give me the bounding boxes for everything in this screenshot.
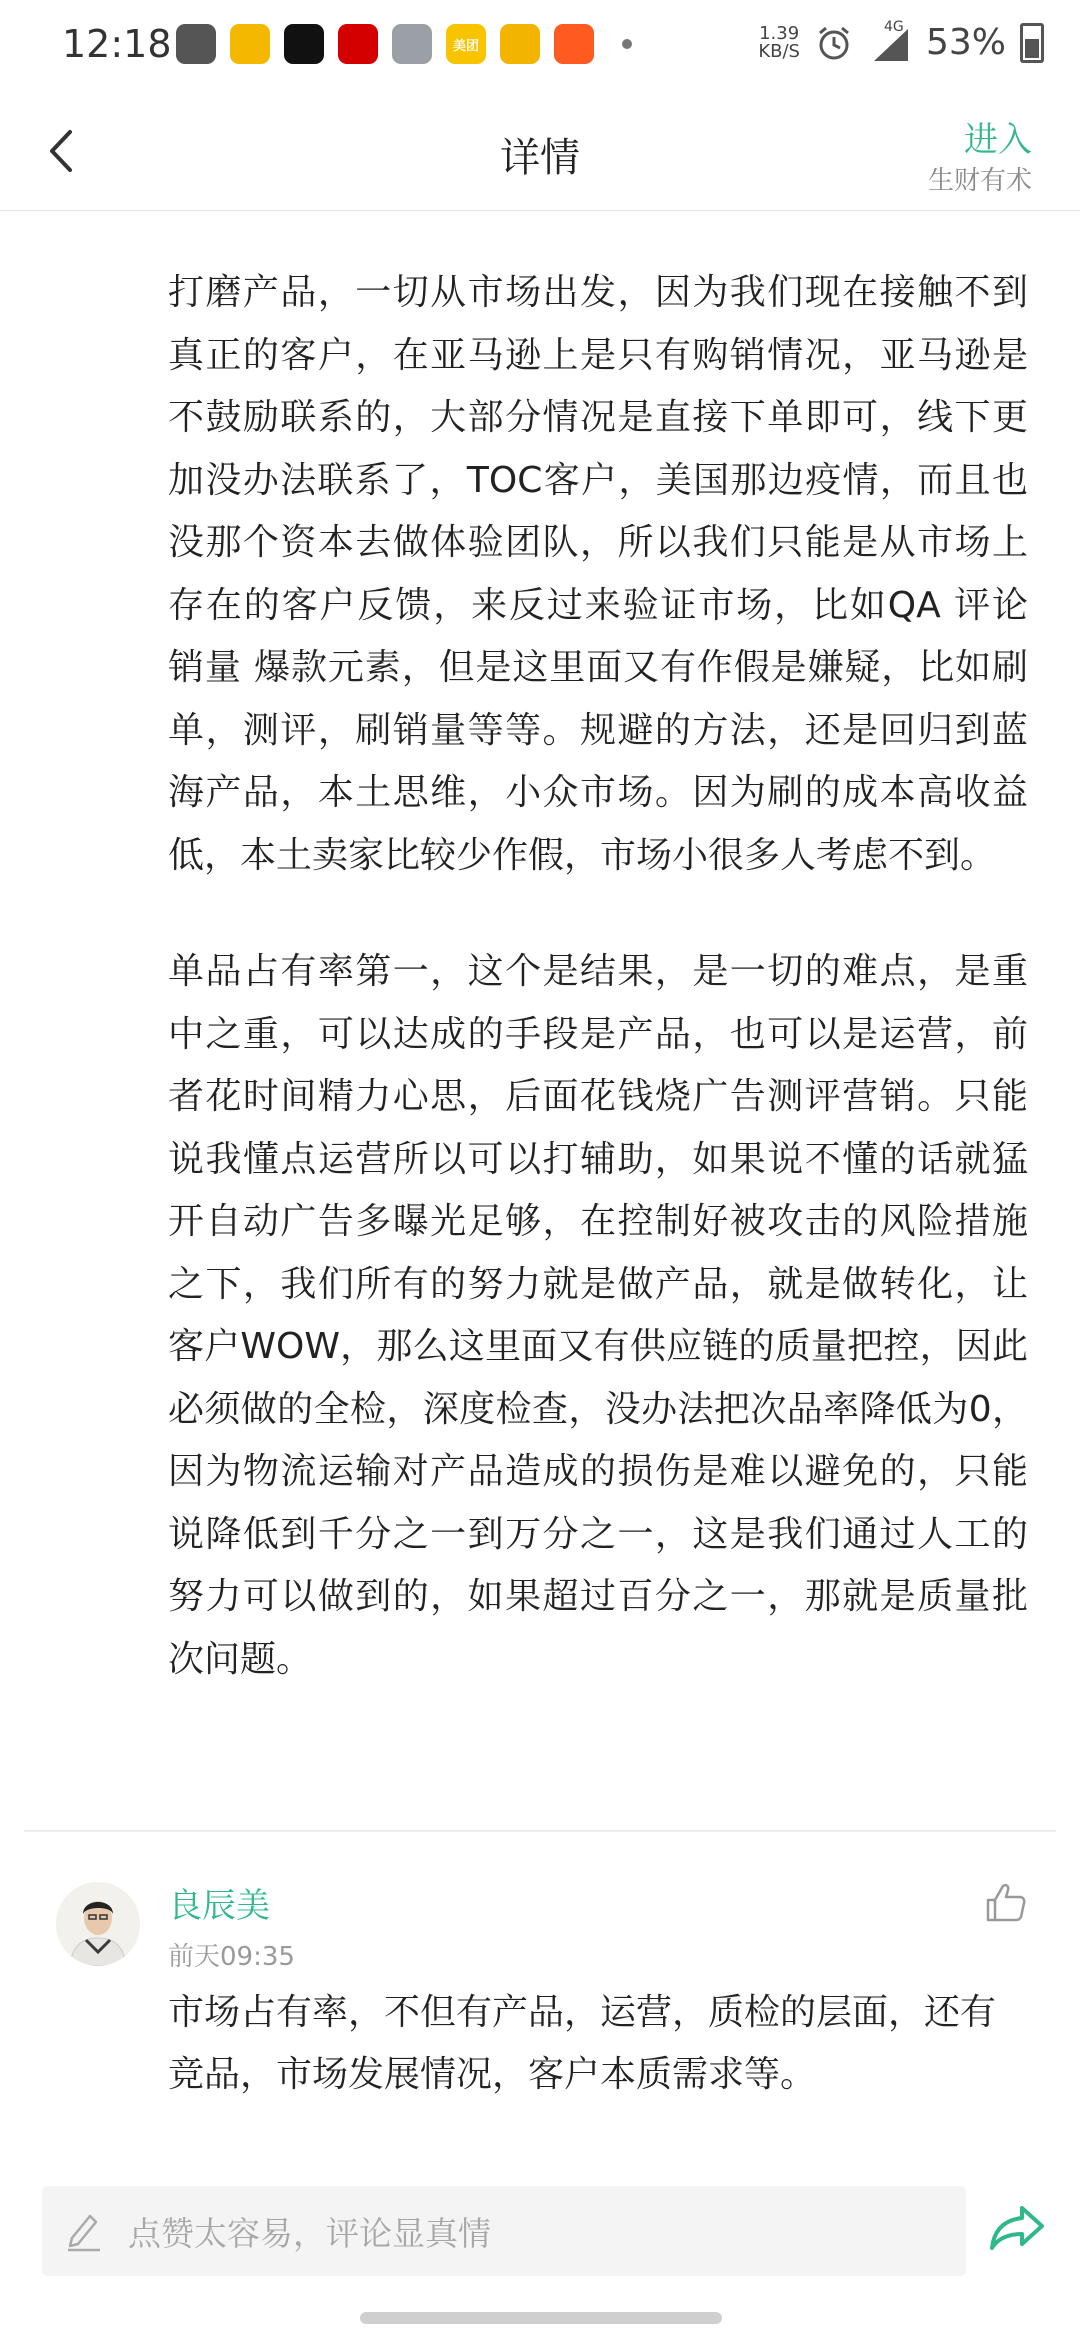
signal-icon: 4G xyxy=(868,23,912,63)
tiktok-icon xyxy=(284,24,324,64)
bank-icon xyxy=(338,24,378,64)
comment-time: 前天09:35 xyxy=(168,1942,295,1972)
divider xyxy=(24,1830,1056,1832)
input-placeholder: 点赞太容易，评论显真情 xyxy=(128,2214,491,2253)
article-body xyxy=(168,262,1028,1745)
more-notifications-dot xyxy=(622,39,632,49)
article-paragraph: 打磨产品，一切从市场出发，因为我们现在接触不到真正的客户，在亚马逊上是只有购销情况，亚马逊是不鼓励联系的，大部分情况是直接下单即可，线下更加没办法联系了，TOC客户，美国那边疫情，而且也没那个资本去做体验团队，所以我们只能是从市场上存在的客户反馈，来反过来验证市场，比如QA 评论 销量 爆款元素，但是这里面又有作假是嫌疑，比如刷单，测评，刷销量等等。规避的方法，还是回归到蓝海产品，本土思维，小众市场。因为刷的成本高收益低，本土卖家比较少作假，市场小很多人考虑不到。 xyxy=(168,272,1028,876)
meituan-icon: 美团 xyxy=(446,24,486,64)
status-time: 12:18 xyxy=(62,22,172,66)
battery-percent: 53% xyxy=(925,22,1006,63)
status-bar xyxy=(0,0,1080,96)
alarm-icon xyxy=(814,23,854,63)
header xyxy=(0,96,1080,211)
telegram-icon xyxy=(176,24,216,64)
network-speed: 1.39 KB/S xyxy=(758,22,800,62)
mail-icon xyxy=(500,24,540,64)
comment-author[interactable]: 良辰美 xyxy=(168,1886,270,1926)
status-indicators xyxy=(758,18,1044,63)
avatar[interactable] xyxy=(56,1882,140,1966)
page-title: 详情 xyxy=(500,135,580,181)
comment-text: 市场占有率，不但有产品，运营，质检的层面，还有竞品，市场发展情况，客户本质需求等。 xyxy=(168,1992,997,2095)
weibo-icon xyxy=(230,24,270,64)
notes-icon xyxy=(392,24,432,64)
enter-link[interactable]: 进入 xyxy=(964,120,1032,160)
pencil-icon xyxy=(64,2208,104,2252)
taobao-icon xyxy=(554,24,594,64)
notification-icons xyxy=(176,24,632,64)
share-icon[interactable] xyxy=(988,2202,1046,2254)
comment-composer xyxy=(0,2160,1080,2340)
comment-input[interactable] xyxy=(42,2186,966,2276)
home-indicator[interactable] xyxy=(360,2312,722,2324)
article-paragraph: 单品占有率第一，这个是结果，是一切的难点，是重中之重，可以达成的手段是产品，也可以是运营，前者花时间精力心思，后面花钱烧广告测评营销。只能说我懂点运营所以可以打辅助，如果说不懂的话就猛开自动广告多曝光足够，在控制好被攻击的风险措施之下，我们所有的努力就是做产品，就是做转化，让客户WOW，那么这里面又有供应链的质量把控，因此必须做的全检，深度检查，没办法把次品率降低为0，因为物流运输对产品造成的损伤是难以避免的，只能说降低到千分之一到万分之一，这是我们通过人工的努力可以做到的，如果超过百分之一，那就是质量批次问题。 xyxy=(168,951,1028,1680)
community-name[interactable]: 生财有术 xyxy=(927,166,1032,196)
battery-icon xyxy=(1020,23,1044,63)
thumbs-up-icon[interactable] xyxy=(984,1880,1028,1924)
